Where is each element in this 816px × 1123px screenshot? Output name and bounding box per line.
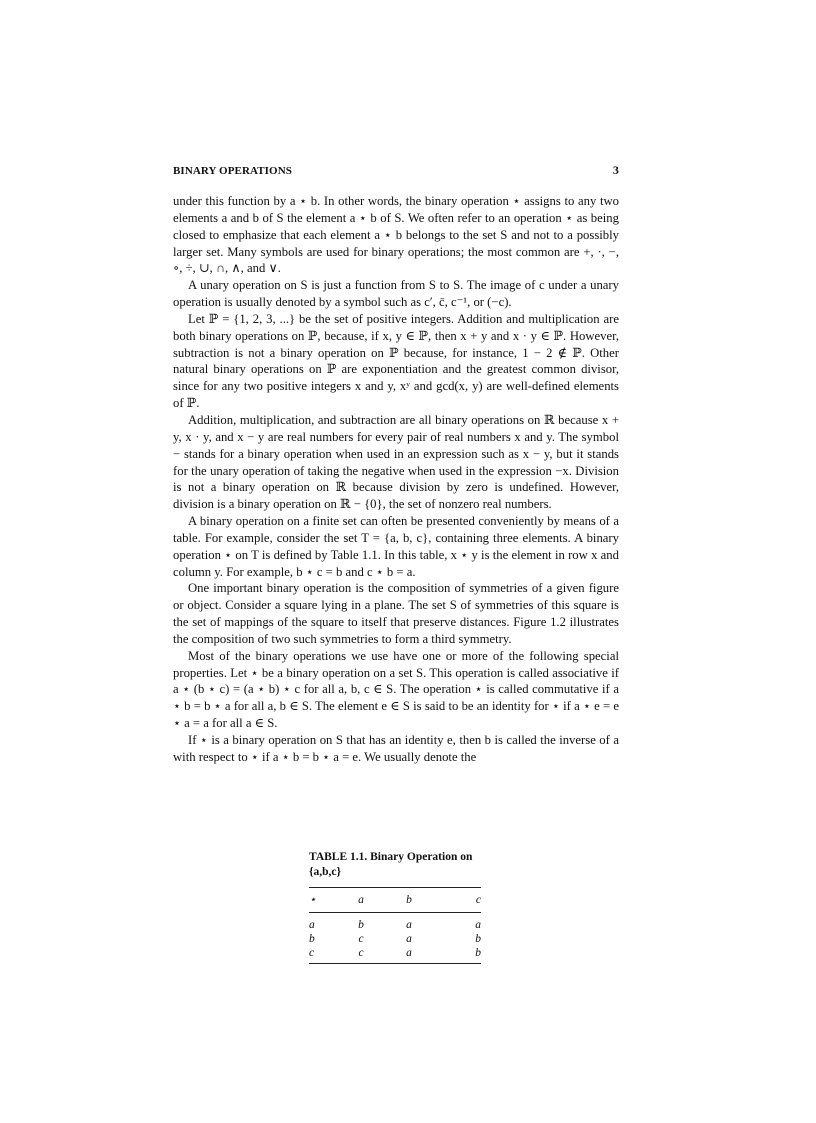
table-cell: c — [358, 947, 364, 959]
running-head — [173, 162, 619, 178]
table-cell: b — [358, 919, 364, 931]
table-cell: a — [406, 933, 412, 945]
body-text — [173, 193, 619, 766]
paragraph-3: Let ℙ = {1, 2, 3, ...} be the set of positive integers. Addition and multiplication are both binary operations on ℙ, because, if x, y ∈ ℙ, then x + y and x · y ∈ ℙ. However, subtraction is not a binary operation on ℙ because, for instance, 1 − 2 ∉ ℙ. Other natural binary operations on ℙ are exponentiation and the greatest common divisor, since for any two positive integers x and y, xʸ and gcd(x, y) are well-defined elements of ℙ. — [173, 311, 619, 411]
table-header-cell: b — [406, 894, 412, 906]
table-header-cell: ⋆ — [309, 894, 317, 906]
table-row — [309, 946, 481, 964]
page-number: 3 — [612, 163, 619, 177]
page — [173, 162, 619, 766]
paragraph-5: A binary operation on a finite set can often be presented conveniently by means of a table. For example, consider the set T = {a, b, c}, containing three elements. A binary operation ⋆ on T is defined by Table 1.1. In this table, x ⋆ y is the element in row x and column y. For example, b ⋆ c = b and c ⋆ b = a. — [173, 514, 619, 579]
paragraph-6: One important binary operation is the composition of symmetries of a given figure or object. Consider a square lying in a plane. The set S of symmetries of this square is the set of mappings of the square to itself that preserve distances. Figure 1.2 illustrates the composition of two such symmetries to form a third symmetry. — [173, 581, 619, 646]
paragraph-8: If ⋆ is a binary operation on S that has an identity e, then b is called the inverse of a with respect to ⋆ if a ⋆ b = b ⋆ a = e. We usually denote the — [173, 733, 619, 764]
table-header-cell: a — [358, 894, 364, 906]
paragraph-2: A unary operation on S is just a function from S to S. The image of c under a unary operation is usually denoted by a symbol such as c′, c̄, c⁻¹, or (−c). — [173, 278, 619, 310]
table-1-1 — [309, 850, 481, 964]
table-row — [309, 913, 481, 933]
table-cell: a — [475, 919, 481, 931]
row-label: a — [309, 919, 315, 931]
table-header-cell: c — [475, 894, 481, 906]
table-caption: TABLE 1.1. Binary Operation on {a,b,c} — [309, 851, 473, 878]
table-cell: a — [406, 947, 412, 959]
table-cell: c — [358, 933, 364, 945]
table-header-row — [309, 888, 481, 913]
table-cell: b — [475, 933, 481, 945]
paragraph-1: under this function by a ⋆ b. In other words, the binary operation ⋆ assigns to any two elements a and b of S the element a ⋆ b of S. We often refer to an operation ⋆ as being closed to emphasize that each element a ⋆ b belongs to the set S and not to a possibly larger set. Many symbols are used for binary operations; the most common are +, ·, −, ∘, ÷, ∪, ∩, ∧, and ∨. — [173, 194, 619, 276]
table-row — [309, 932, 481, 946]
paragraph-7: Most of the binary operations we use have one or more of the following special properties. Let ⋆ be a binary operation on a set S. This operation is called associative if a ⋆ (b ⋆ c) = (a ⋆ b) ⋆ c for all a, b, c ∈ S. The operation ⋆ is called commutative if a ⋆ b = b ⋆ a for all a, b ∈ S. The element e ∈ S is said to be an identity for ⋆ if a ⋆ e = e ⋆ a = a for all a ∈ S. — [173, 648, 619, 731]
chapter-title: BINARY OPERATIONS — [173, 165, 292, 177]
row-label: c — [309, 947, 315, 959]
operation-table — [309, 887, 481, 964]
paragraph-4: Addition, multiplication, and subtraction are all binary operations on ℝ because x + y, x · y, and x − y are real numbers for every pair of real numbers x and y. The symbol − stands for a binary operation when used in an expression such as x − y, but it stands for the unary operation of taking the negative when used in the expression −x. Division is not a binary operation on ℝ because division by zero is undefined. However, division is a binary operation on ℝ − {0}, the set of nonzero real numbers. — [173, 412, 619, 512]
table-cell: b — [475, 947, 481, 959]
row-label: b — [309, 933, 315, 945]
table-cell: a — [406, 919, 412, 931]
